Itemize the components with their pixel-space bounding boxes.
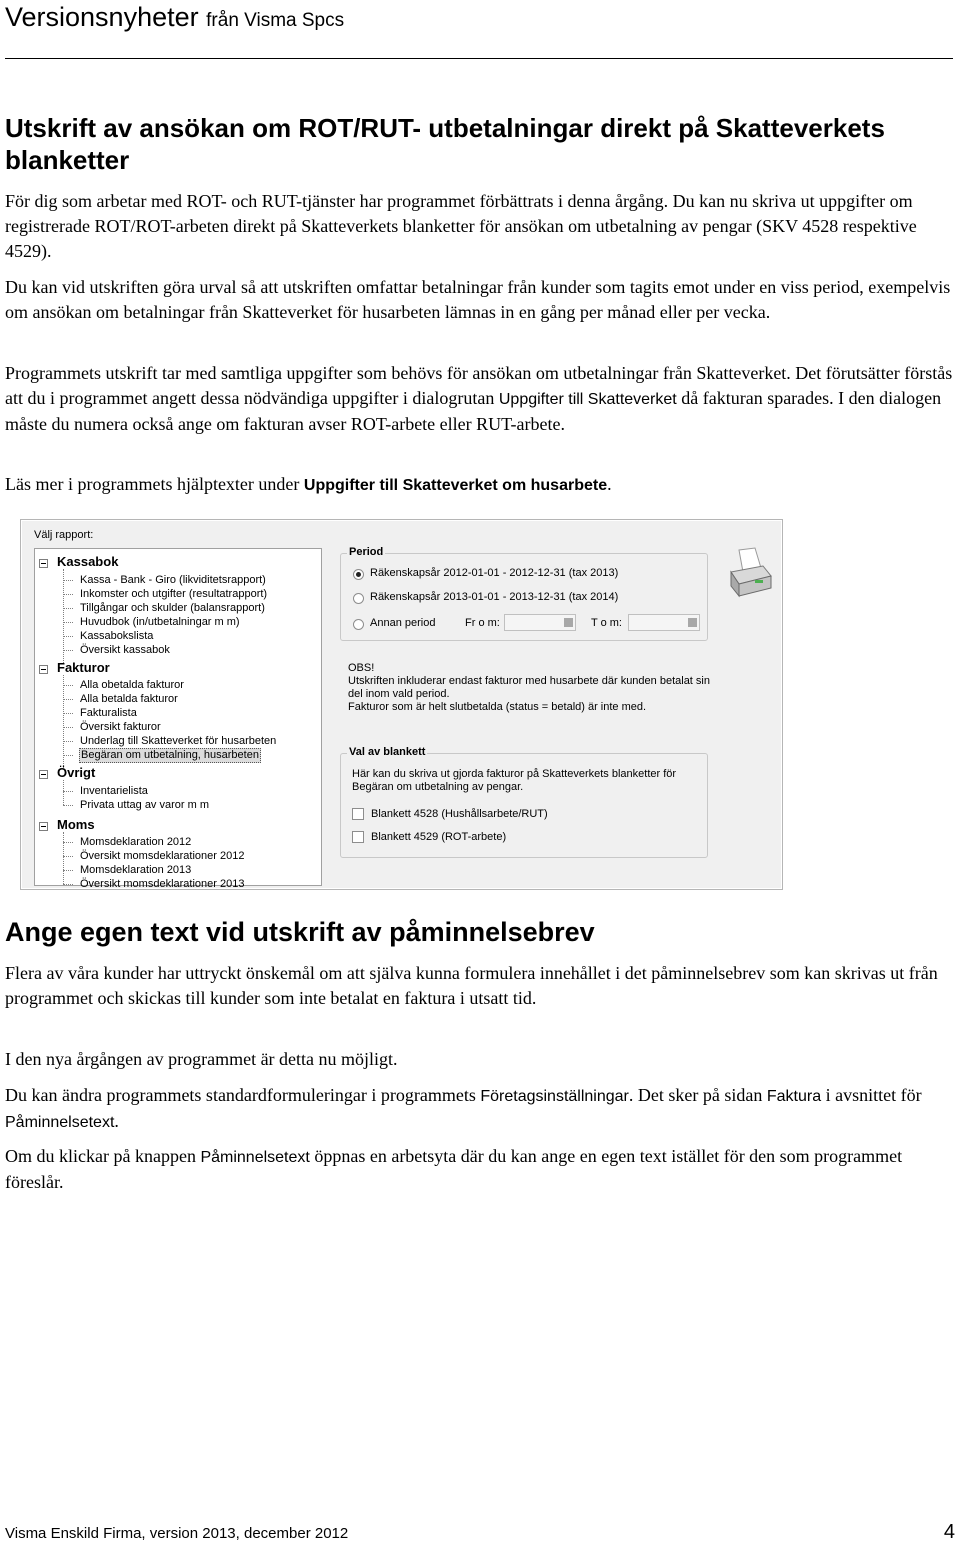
- calendar-icon[interactable]: [688, 618, 697, 627]
- tree-item[interactable]: Inventarielista: [80, 785, 148, 797]
- header-title-sub: från Visma Spcs: [206, 10, 345, 31]
- tree-item[interactable]: Alla obetalda fakturor: [80, 679, 184, 691]
- blankett-4529-label[interactable]: Blankett 4529 (ROT-arbete): [371, 831, 507, 843]
- calendar-icon[interactable]: [564, 618, 573, 627]
- s2p3-e: i avsnittet för: [821, 1085, 922, 1105]
- tree-group-label[interactable]: Övrigt: [57, 765, 96, 780]
- header-rule: [5, 58, 953, 59]
- report-label: Välj rapport:: [34, 529, 94, 541]
- s2p4-a: Om du klickar på knappen: [5, 1146, 201, 1166]
- tree-item[interactable]: Huvudbok (in/utbetalningar m m): [80, 616, 240, 628]
- tree-line: [63, 755, 73, 756]
- s2p4-c: öppnas en arbetsyta där du kan ange en egen text istället för den som programmet föreslår.: [5, 1146, 903, 1192]
- tree-item[interactable]: Fakturalista: [80, 707, 137, 719]
- dialog-body: [22, 521, 781, 888]
- tree-item[interactable]: Privata uttag av varor m m: [80, 799, 209, 811]
- tree-item[interactable]: Kassa - Bank - Giro (likviditetsrapport): [80, 574, 266, 586]
- blankett-4528-label[interactable]: Blankett 4528 (Hushållsarbete/RUT): [371, 808, 548, 820]
- report-dialog-screenshot: [20, 519, 783, 890]
- tree-line: [63, 713, 73, 714]
- section1-paragraph-2: Du kan vid utskriften göra urval så att utskriften omfattar betalningar från kunder som tagits emot under en viss period, exempelvis om ansökan om betalningar från Skatteverket för husarbeten lämnas in en gång per månad eller per vecka.: [5, 277, 951, 322]
- tree-line: [63, 685, 73, 686]
- tree-item[interactable]: Översikt kassabok: [80, 644, 170, 656]
- s2p3-settings-name: Företagsinställningar: [480, 1088, 629, 1105]
- header-title: [5, 2, 344, 33]
- s2p3-section-name: Påminnelsetext: [5, 1114, 115, 1131]
- s2p3-page-name: Faktura: [766, 1088, 822, 1105]
- s2p3-c: . Det sker på sidan: [628, 1085, 767, 1105]
- tree-item[interactable]: Kassabokslista: [80, 630, 154, 642]
- period-radio-custom[interactable]: [353, 619, 364, 630]
- obs-line-2: del inom vald period.: [348, 688, 450, 700]
- section2-paragraph-1: Flera av våra kunder har uttryckt önskemål om att själva kunna formulera innehållet i det påminnelsebrev som kan skrivas ut från programmet och skickas till kunder som inte betalat en faktura i utsatt tid.: [5, 963, 938, 1008]
- obs-line-1: Utskriften inkluderar endast fakturor med husarbete där kunden betalat sin: [348, 675, 710, 687]
- period-option-2012-label[interactable]: Räkenskapsår 2012-01-01 - 2012-12-31 (tax 2013): [370, 567, 619, 579]
- s2p3-g: .: [114, 1111, 119, 1131]
- tree-line: [63, 569, 64, 663]
- form-choice-group: [340, 746, 708, 858]
- report-tree[interactable]: [34, 548, 322, 890]
- tree-line: [63, 884, 73, 885]
- form-choice-legend: Val av blankett: [349, 746, 426, 758]
- tree-line: [63, 727, 73, 728]
- obs-line-3: Fakturor som är helt slutbetalda (status = betald) är inte med.: [348, 701, 647, 713]
- tree-line: [63, 805, 73, 806]
- collapse-icon[interactable]: [39, 559, 48, 568]
- tree-line: [63, 594, 73, 595]
- section1-paragraph-3: [5, 361, 955, 437]
- header-title-main: Versionsnyheter: [5, 2, 199, 32]
- to-date-label: T o m:: [591, 617, 622, 629]
- section1-paragraph-1: För dig som arbetar med ROT- och RUT-tjänster har programmet förbättrats i denna årgång. Du kan nu skriva ut uppgifter om registrerade ROT/ROT-arbeten direkt på Skatteverkets blanketter för ansökan om utbetalning av pengar (SKV 4528 respektive 4529).: [5, 191, 917, 261]
- collapse-icon[interactable]: [39, 665, 48, 674]
- form-choice-desc-2: Begäran om utbetalning av pengar.: [352, 781, 524, 793]
- from-date-input[interactable]: [504, 614, 576, 631]
- tree-line: [63, 622, 73, 623]
- blankett-4528-checkbox[interactable]: [352, 808, 364, 820]
- tree-line: [63, 780, 64, 805]
- tree-group-label[interactable]: Kassabok: [57, 554, 119, 569]
- p3-text-c: då fakturan sparades. I den dialogen måste du numera också ange om fakturan avser ROT-arbete eller RUT-arbete.: [5, 388, 942, 434]
- page-header: [5, 0, 955, 60]
- section2-paragraph-4: [5, 1144, 955, 1195]
- tree-item-selected[interactable]: Begäran om utbetalning, husarbeten: [81, 749, 259, 761]
- tree-item[interactable]: Översikt momsdeklarationer 2013: [80, 878, 245, 890]
- tree-line: [63, 842, 73, 843]
- p4-help-topic: Uppgifter till Skatteverket om husarbete: [303, 477, 608, 494]
- tree-line: [63, 856, 73, 857]
- printer-icon[interactable]: [725, 546, 775, 602]
- tree-item[interactable]: Momsdeklaration 2013: [80, 864, 192, 876]
- tree-line: [63, 608, 73, 609]
- period-option-2013-label[interactable]: Räkenskapsår 2013-01-01 - 2013-12-31 (tax 2014): [370, 591, 619, 603]
- period-option-custom-label[interactable]: Annan period: [370, 617, 436, 629]
- section1-title: Utskrift av ansökan om ROT/RUT- utbetalningar direkt på Skatteverkets blanketter: [5, 113, 885, 175]
- tree-line: [63, 832, 64, 884]
- section2-title: Ange egen text vid utskrift av påminnelsebrev: [5, 917, 595, 947]
- blankett-4529-checkbox[interactable]: [352, 831, 364, 843]
- tree-item[interactable]: Tillgångar och skulder (balansrapport): [80, 602, 265, 614]
- tree-item[interactable]: Momsdeklaration 2012: [80, 836, 192, 848]
- obs-heading: OBS!: [348, 662, 375, 674]
- to-date-input[interactable]: [628, 614, 700, 631]
- collapse-icon[interactable]: [39, 770, 48, 779]
- tree-item[interactable]: Alla betalda fakturor: [80, 693, 178, 705]
- tree-line: [63, 580, 73, 581]
- tree-item[interactable]: Översikt fakturor: [80, 721, 161, 733]
- period-legend: Period: [349, 546, 384, 558]
- p4-text-c: .: [607, 474, 612, 494]
- section2-paragraph-2: I den nya årgången av programmet är detta nu möjligt.: [5, 1049, 398, 1069]
- page-number: 4: [943, 1521, 955, 1543]
- tree-line: [63, 636, 73, 637]
- period-group: [340, 546, 708, 641]
- tree-line: [63, 791, 73, 792]
- section1-paragraph-4: [5, 472, 955, 498]
- tree-item[interactable]: Underlag till Skatteverket för husarbeten: [80, 735, 277, 747]
- period-radio-2013[interactable]: [353, 593, 364, 604]
- collapse-icon[interactable]: [39, 822, 48, 831]
- tree-line: [63, 699, 73, 700]
- tree-line: [63, 650, 73, 651]
- tree-line: [63, 741, 73, 742]
- form-choice-desc-1: Här kan du skriva ut gjorda fakturor på Skatteverkets blanketter för: [352, 768, 677, 780]
- from-date-label: Fr o m:: [465, 617, 500, 629]
- s2p3-a: Du kan ändra programmets standardformuleringar i programmets: [5, 1085, 481, 1105]
- p3-text-a: Programmets utskrift tar med samtliga uppgifter som behövs för ansökan om utbetalningar från Skatteverket. Det förutsätter förstås att du i programmet angett dessa nödvändiga uppgifter i dialogrutan: [5, 363, 953, 408]
- period-radio-2012[interactable]: [353, 569, 364, 580]
- p4-text-a: Läs mer i programmets hjälptexter under: [5, 474, 304, 494]
- tree-item[interactable]: Översikt momsdeklarationer 2012: [80, 850, 245, 862]
- tree-group-label[interactable]: Fakturor: [57, 660, 110, 675]
- tree-group-label[interactable]: Moms: [57, 817, 95, 832]
- tree-item[interactable]: Inkomster och utgifter (resultatrapport): [80, 588, 268, 600]
- footer-text: Visma Enskild Firma, version 2013, december 2012: [5, 1525, 349, 1542]
- p3-dialog-name: Uppgifter till Skatteverket: [498, 391, 677, 408]
- tree-line: [63, 870, 73, 871]
- s2p4-button-name: Påminnelsetext: [200, 1149, 310, 1166]
- section2-paragraph-3: [5, 1083, 955, 1135]
